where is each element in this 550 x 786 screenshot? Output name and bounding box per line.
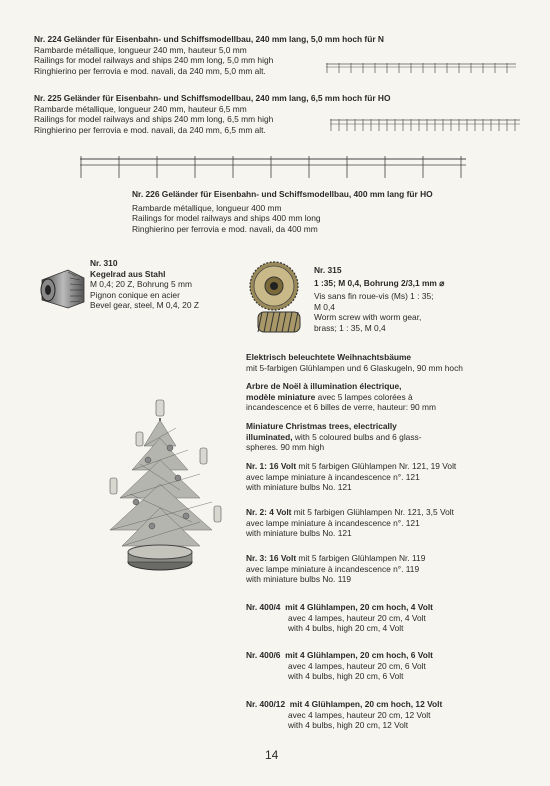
item-310-line-2: Pignon conique en acier [90,289,180,300]
item-315-line-4: Worm screw with worm gear, [314,312,422,323]
item-315-line-1: Vis sans fin roue-vis (Ms) 1 : 35; [314,291,434,302]
trees-fr-title-2: modèle miniature [246,391,316,402]
item-226-title: Nr. 226 Geländer für Eisenbahn- und Schiffsmodellbau, 400 mm lang für HO [132,189,433,199]
item-310-line-1: M 0,4; 20 Z, Bohrung 5 mm [90,279,192,290]
set-400-4-fr: avec 4 lampes, hauteur 20 cm, 4 Volt [288,612,426,623]
variant-3-en: with miniature bulbs No. 119 [246,574,352,585]
item-224-it: Ringhierino per ferrovia e mod. navali, da 240 mm, 5,0 mm alt. [34,65,266,76]
set-400-12-title: mit 4 Glühlampen, 20 cm hoch, 12 Volt [289,699,443,709]
trees-fr-title: Arbre de Noël à illumination électrique, [246,381,402,392]
item-315-line-2: M 0,4 [314,301,335,312]
trees-fr-line-3: incandescence et 6 billes de verre, hauteur: 90 mm [246,402,436,413]
item-310-title: Kegelrad aus Stahl [90,268,166,279]
set-400-6-number: Nr. 400/6 [246,650,281,660]
set-400-12 [246,699,442,731]
set-400-12-en: with 4 bulbs, high 20 cm, 12 Volt [288,720,409,731]
item-226-it: Ringhierino per ferrovia e mod. navali, da 400 mm [132,223,318,234]
item-224-title: Nr. 224 Geländer für Eisenbahn- und Schiffsmodellbau, 240 mm lang, 5,0 mm hoch für N [34,34,384,44]
variant-2-head: Nr. 2: 4 Volt [246,507,292,517]
set-400-12-number: Nr. 400/12 [246,699,286,709]
variant-2-en: with miniature bulbs No. 121 [246,528,352,539]
item-315 [314,265,444,334]
variant-1 [246,461,456,493]
set-400-4-number: Nr. 400/4 [246,602,281,612]
variant-1-en: with miniature bulbs No. 121 [246,482,352,493]
set-400-6 [246,650,433,682]
variant-3 [246,553,425,585]
page-number: 14 [265,748,279,762]
variant-3-fr: avec lampe miniature à incandescence n°. 119 [246,563,420,574]
item-224-fr: Rambarde métallique, longueur 240 mm, hauteur 5,0 mm [34,44,247,55]
trees-fr-rest: avec 5 lampes colorées à [315,391,413,402]
variant-2-fr: avec lampe miniature à incandescence n°. 121 [246,517,420,528]
variant-1-head: Nr. 1: 16 Volt [246,461,297,471]
bevel-gear-illustration [38,266,88,312]
item-226-fr: Rambarde métallique, longueur 400 mm [132,202,282,213]
set-400-12-fr: avec 4 lampes, hauteur 20 cm, 12 Volt [288,709,431,720]
set-400-6-en: with 4 bulbs, high 20 cm, 6 Volt [288,671,404,682]
item-225-it: Ringhierino per ferrovia e mod. navali, da 240 mm, 6,5 mm alt. [34,124,266,135]
item-226 [132,189,433,234]
item-224-en: Railings for model railways and ships 240 mm long, 5,0 mm high [34,55,274,66]
set-400-4 [246,602,433,634]
trees-de-title: Elektrisch beleuchtete Weihnachtsbäume [246,352,412,362]
railing-225-illustration [330,118,520,132]
railing-226-illustration [80,155,466,179]
variant-3-rest: mit 5 farbigen Glühlampen Nr. 119 [296,553,426,563]
item-310-line-3: Bevel gear, steel, M 0,4, 20 Z [90,300,199,311]
set-400-6-title: mit 4 Glühlampen, 20 cm hoch, 6 Volt [285,650,433,660]
item-310-number: Nr. 310 [90,258,118,268]
item-225-fr: Rambarde métallique, longueur 240 mm, hauteur 6,5 mm [34,103,247,114]
trees-en-title: Miniature Christmas trees, electrically [246,420,397,431]
set-400-4-en: with 4 bulbs, high 20 cm, 4 Volt [288,623,404,634]
item-315-number: Nr. 315 [314,265,342,275]
trees-description [246,352,463,453]
railing-224-illustration [326,62,516,74]
christmas-tree-illustration [100,398,230,576]
item-310 [90,258,199,311]
worm-gear-illustration [246,256,306,340]
item-315-line-5: brass; 1 : 35, M 0,4 [314,322,386,333]
item-315-title: 1 :35; M 0,4, Bohrung 2/3,1 mm ⌀ [314,277,445,288]
trees-en-rest: with 5 coloured bulbs and 6 glass- [292,431,422,442]
item-226-en: Railings for model railways and ships 400 mm long [132,213,321,224]
variant-2-rest: mit 5 farbigen Glühlampen Nr. 121, 3,5 Volt [291,507,454,517]
set-400-4-title: mit 4 Glühlampen, 20 cm hoch, 4 Volt [285,602,433,612]
variant-1-rest: mit 5 farbigen Glühlampen Nr. 121, 19 Volt [296,461,457,471]
item-225-en: Railings for model railways and ships 240 mm long, 6,5 mm high [34,114,274,125]
variant-1-fr: avec lampe miniature à incandescence n°. 121 [246,471,420,482]
item-225-title: Nr. 225 Geländer für Eisenbahn- und Schiffsmodellbau, 240 mm lang, 6,5 mm hoch für HO [34,93,391,103]
variant-3-head: Nr. 3: 16 Volt [246,553,297,563]
trees-de-line: mit 5-farbigen Glühlampen und 6 Glaskugeln, 90 mm hoch [246,362,463,373]
trees-en-title-2: illuminated, [246,431,293,442]
set-400-6-fr: avec 4 lampes, hauteur 20 cm, 6 Volt [288,660,426,671]
variant-2 [246,507,454,539]
trees-en-line-3: spheres. 90 mm high [246,442,325,453]
